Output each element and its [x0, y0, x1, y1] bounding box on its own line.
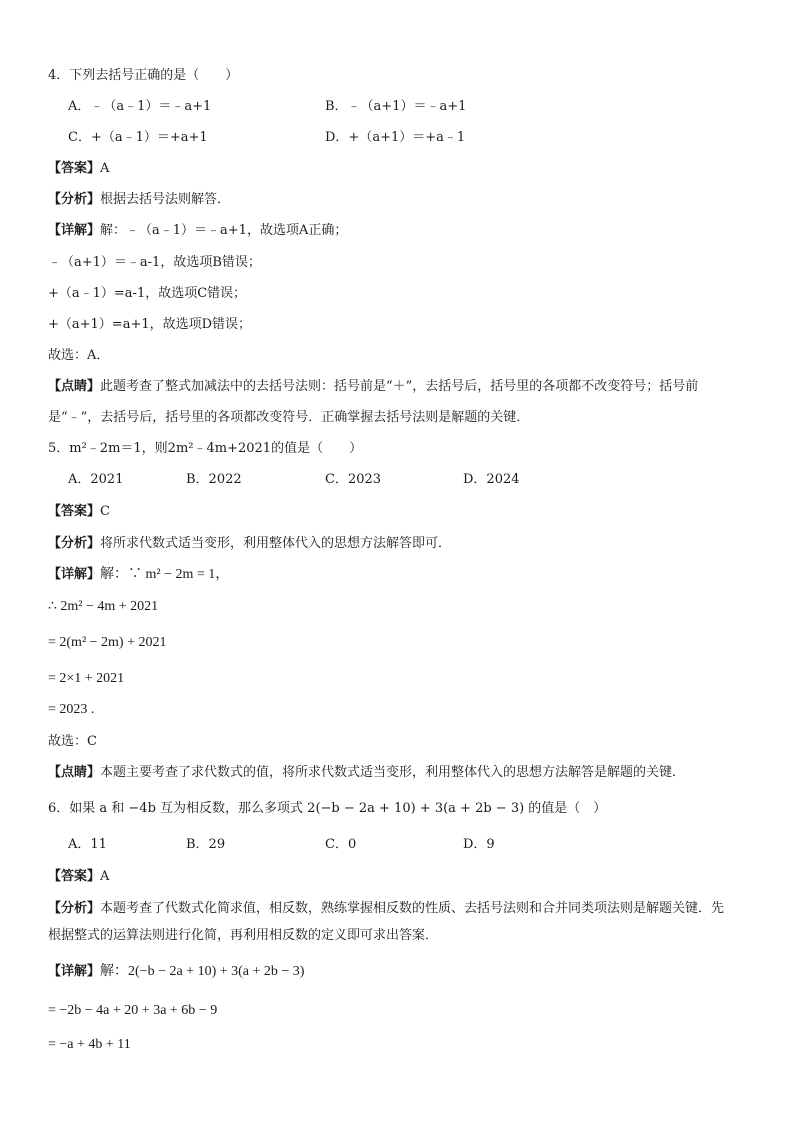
answer-value: C: [100, 504, 110, 519]
comment-tag: 【点睛】: [48, 765, 101, 780]
detail-tag: 【详解】: [48, 223, 101, 238]
q5-detail-line-6: 故选：C: [48, 734, 97, 749]
q4-analysis: [48, 191, 230, 209]
q4-comment: [48, 378, 698, 396]
answer-tag: 【答案】: [48, 161, 101, 176]
q6-stem: 6．如果 a 和 −4b 互为相反数，那么多项式 2(−b − 2a + 10) + 3(a + 2b − 3) 的值是（ ）: [48, 801, 607, 816]
q5-detail: [48, 566, 229, 584]
detail-tag: 【详解】: [48, 964, 101, 979]
q6-option-a: A．11: [68, 837, 107, 852]
detail-line: 解：∵ m² − 2m = 1，: [100, 567, 230, 582]
q5-option-b: B．2022: [186, 472, 242, 487]
q4-detail-line-5: 故选：A．: [48, 348, 110, 363]
analysis-tag: 【分析】: [48, 536, 101, 551]
q5-stem: 5．m²﹣2m＝1，则2m²﹣4m+2021的值是（ ）: [48, 441, 363, 456]
q6-option-b: B．29: [186, 837, 226, 852]
analysis-text: 本题考查了代数式化简求值，相反数，熟练掌握相反数的性质、去括号法则和合并同类项法则是解题关键．先: [100, 901, 725, 916]
q4-answer: [48, 160, 109, 178]
q4-detail: [48, 222, 347, 240]
analysis-tag: 【分析】: [48, 901, 101, 916]
q6-detail-line-3: = −a + 4b + 11: [48, 1037, 131, 1052]
answer-value: A: [100, 161, 110, 176]
q6-analysis: [48, 900, 724, 918]
analysis-text: 根据去括号法则解答．: [100, 192, 231, 207]
q4-option-b: B．﹣（a+1）＝﹣a+1: [325, 99, 467, 114]
q4-detail-line-2: ﹣（a+1）＝﹣a-1，故选项B错误；: [48, 255, 261, 270]
q6-option-d: D．9: [463, 837, 495, 852]
q6-detail: [48, 963, 304, 981]
q5-analysis: [48, 535, 451, 553]
q4-detail-line-3: +（a﹣1）=a-1，故选项C错误；: [48, 286, 247, 301]
q5-detail-line-5: = 2023 .: [48, 702, 95, 717]
detail-line: 解：﹣（a﹣1）＝﹣a+1，故选项A正确；: [100, 223, 348, 238]
q5-detail-line-2: ∴ 2m² − 4m + 2021: [48, 599, 159, 614]
q5-option-d: D．2024: [463, 472, 520, 487]
q5-option-c: C．2023: [325, 472, 382, 487]
q4-stem: 4．下列去括号正确的是（ ）: [48, 68, 239, 83]
comment-text: 此题考查了整式加减法中的去括号法则：括号前是“＋”，去括号后，括号里的各项都不改变符号；括号前: [100, 379, 699, 394]
q5-comment: [48, 764, 685, 782]
q5-detail-line-4: = 2×1 + 2021: [48, 671, 125, 686]
analysis-tag: 【分析】: [48, 192, 101, 207]
comment-tag: 【点睛】: [48, 379, 101, 394]
q5-detail-line-3: = 2(m² − 2m) + 2021: [48, 635, 167, 650]
q6-option-c: C．0: [325, 837, 357, 852]
answer-tag: 【答案】: [48, 504, 101, 519]
q4-detail-line-4: +（a+1）=a+1，故选项D错误；: [48, 317, 252, 332]
q4-option-a: A．﹣（a﹣1）＝﹣a+1: [68, 99, 212, 114]
q6-analysis-line-2: 根据整式的运算法则进行化简，再利用相反数的定义即可求出答案．: [48, 928, 439, 943]
answer-value: A: [100, 869, 110, 884]
q5-answer: [48, 503, 110, 521]
q6-detail-line-2: = −2b − 4a + 20 + 3a + 6b − 9: [48, 1003, 218, 1018]
detail-line: 解：2(−b − 2a + 10) + 3(a + 2b − 3): [100, 964, 305, 979]
comment-text: 本题主要考查了求代数式的值，将所求代数式适当变形，利用整体代入的思想方法解答是解题的关键．: [100, 765, 686, 780]
q4-comment-line-2: 是“﹣”，去括号后，括号里的各项都改变符号．正确掌握去括号法则是解题的关键．: [48, 410, 530, 425]
detail-tag: 【详解】: [48, 567, 101, 582]
q5-option-a: A．2021: [68, 472, 124, 487]
q4-option-c: C．+（a﹣1）＝+a+1: [68, 130, 208, 145]
answer-tag: 【答案】: [48, 869, 101, 884]
analysis-text: 将所求代数式适当变形，利用整体代入的思想方法解答即可．: [100, 536, 452, 551]
q6-answer: [48, 868, 109, 886]
q4-option-d: D．+（a+1）＝+a﹣1: [325, 130, 466, 145]
